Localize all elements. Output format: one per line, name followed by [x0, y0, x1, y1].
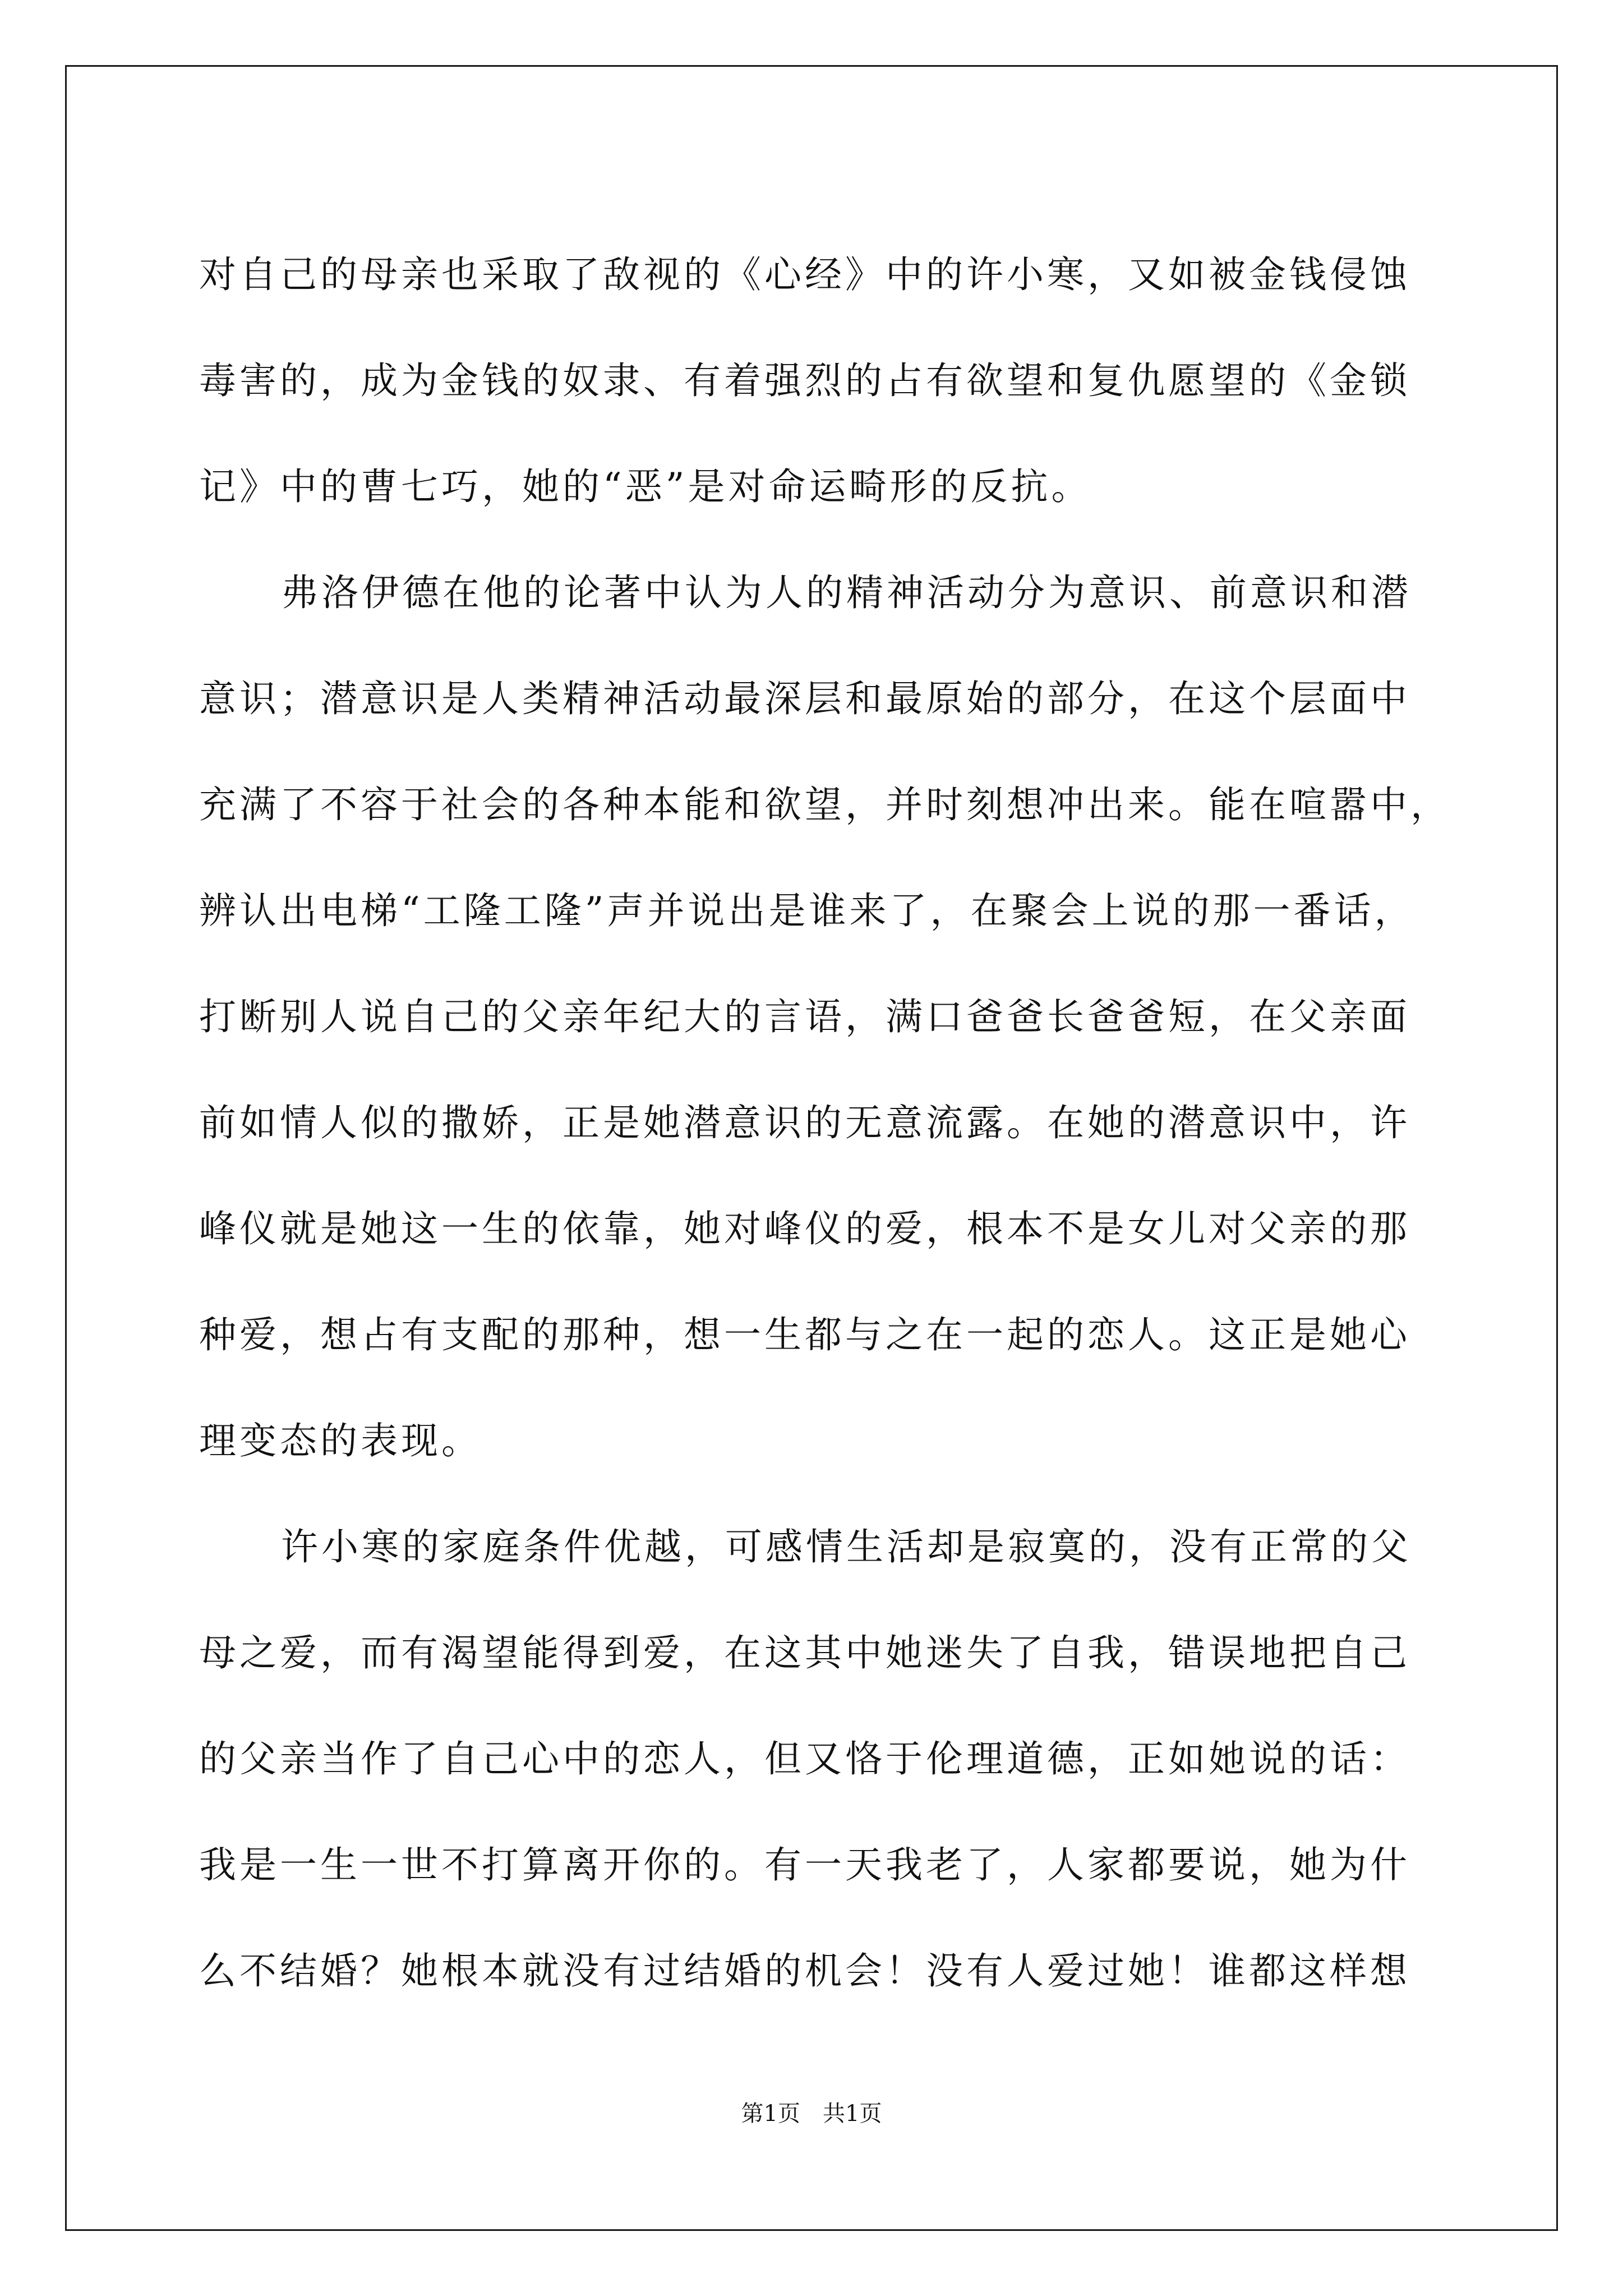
text-line: 记》中的曹七巧，她的“恶”是对命运畸形的反抗。 — [199, 465, 1092, 508]
text-line: 峰仪就是她这一生的依靠，她对峰仪的爱，根本不是女儿对父亲的那 — [199, 1207, 1410, 1250]
text-line: 我是一生一世不打算离开你的。有一天我老了，人家都要说，她为什 — [199, 1843, 1410, 1887]
page-footer — [0, 2097, 1623, 2131]
text-line: 毒害的，成为金钱的奴隶、有着强烈的占有欲望和复仇愿望的《金锁 — [199, 359, 1410, 402]
text-line: 弗洛伊德在他的论著中认为人的精神活动分为意识、前意识和潜 — [281, 571, 1412, 614]
text-line: 的父亲当作了自己心中的恋人，但又恪于伦理道德，正如她说的话： — [199, 1737, 1410, 1780]
text-line: 打断别人说自己的父亲年纪大的言语，满口爸爸长爸爸短，在父亲面 — [199, 995, 1410, 1038]
text-line: 对自己的母亲也采取了敌视的《心经》中的许小寒，又如被金钱侵蚀 — [199, 253, 1410, 296]
text-line: 么不结婚？她根本就没有过结婚的机会！没有人爱过她！谁都这样想 — [199, 1949, 1410, 1993]
document-body — [199, 222, 1451, 2024]
text-line: 许小寒的家庭条件优越，可感情生活却是寂寞的，没有正常的父 — [281, 1525, 1412, 1568]
page-number-label: 第1页 共1页 — [741, 2101, 882, 2127]
text-line: 前如情人似的撒娇，正是她潜意识的无意流露。在她的潜意识中，许 — [199, 1101, 1410, 1144]
text-line: 母之爱，而有渴望能得到爱，在这其中她迷失了自我，错误地把自己 — [199, 1631, 1410, 1674]
text-line: 充满了不容于社会的各种本能和欲望，并时刻想冲出来。能在喧嚣中， — [199, 783, 1451, 826]
text-line: 意识；潜意识是人类精神活动最深层和最原始的部分，在这个层面中 — [199, 677, 1410, 720]
text-line: 种爱，想占有支配的那种，想一生都与之在一起的恋人。这正是她心 — [199, 1313, 1410, 1356]
text-line: 辨认出电梯“工隆工隆”声并说出是谁来了，在聚会上说的那一番话， — [199, 889, 1415, 932]
text-line: 理变态的表现。 — [199, 1419, 482, 1462]
